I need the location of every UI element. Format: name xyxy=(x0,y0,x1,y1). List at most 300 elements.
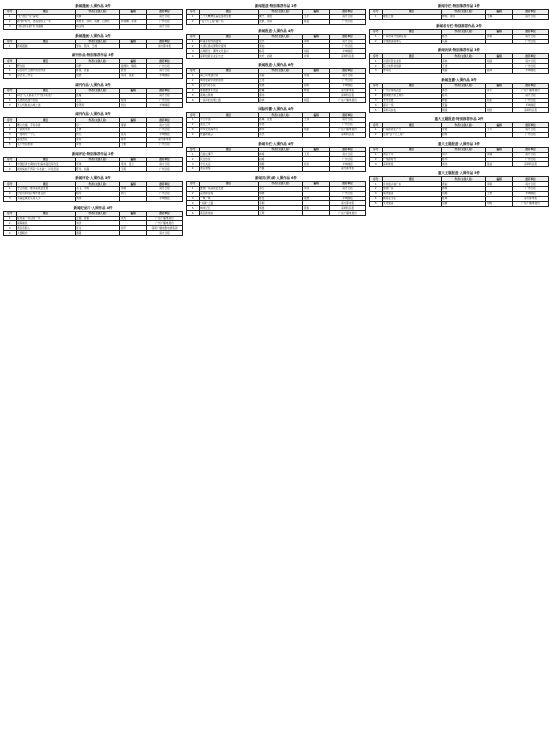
table-cell: 广州日报 xyxy=(513,187,549,192)
table-cell: 5 xyxy=(370,108,383,113)
column-header: 题目 xyxy=(382,83,441,88)
table-cell: 龙舟竞渡 xyxy=(382,98,441,103)
table-cell: 南方都市报 xyxy=(513,196,549,201)
table-cell: 3 xyxy=(4,24,17,29)
table-cell: 6 xyxy=(187,211,200,216)
column-header: 题目 xyxy=(382,10,441,15)
table-cell: 赵雪 xyxy=(120,69,147,74)
table-cell: 朱轩、赵敏 xyxy=(258,54,303,59)
column-header: 作者(主创人员) xyxy=(75,211,120,216)
table-cell: 对话民营企业家 xyxy=(382,59,441,64)
award-block xyxy=(369,141,549,168)
table-cell: 杨宝峰 xyxy=(75,24,120,29)
column-header: 序号 xyxy=(370,29,383,34)
table-cell: 羊城晚报 xyxy=(147,132,183,137)
table-cell: 野生榕 xyxy=(16,64,75,69)
table-cell: 2 xyxy=(370,132,383,137)
award-block xyxy=(369,77,549,113)
table-row xyxy=(4,73,183,78)
column-header: 编辑 xyxy=(303,147,330,152)
table-cell: 广州日报 xyxy=(147,128,183,133)
table-row xyxy=(370,132,549,137)
table-cell: 4 xyxy=(4,231,17,236)
table-cell: 港珠澳大桥五周年 xyxy=(382,93,441,98)
table-cell: 6 xyxy=(187,98,200,103)
table-cell: 3 xyxy=(4,226,17,231)
table-cell xyxy=(120,231,147,236)
column-header: 序号 xyxy=(4,39,17,44)
column-header: 作者(主创人员) xyxy=(75,39,120,44)
table-row xyxy=(187,132,366,137)
table-cell: 理论之窗 xyxy=(382,14,441,19)
column-header: 作者(主创人员) xyxy=(75,118,120,123)
table-cell: 4 xyxy=(187,54,200,59)
table-cell: 王辉 xyxy=(258,211,303,216)
table-cell: 2 xyxy=(4,98,17,103)
table-cell: 王琳 xyxy=(486,14,513,19)
table-cell: 刘洋 xyxy=(75,221,120,226)
table-cell: 何明 xyxy=(303,83,330,88)
table-cell: 李娜 xyxy=(486,152,513,157)
table-cell: 陈华 xyxy=(120,137,147,142)
table-cell: 广州日报 xyxy=(147,19,183,24)
table-cell: 深圳特区报 xyxy=(513,108,549,113)
table-cell: 周灿 xyxy=(258,44,303,49)
table-cell: 二十大精神在基层落地生根 xyxy=(199,14,258,19)
table-cell: 李刚 xyxy=(120,187,147,192)
column-header: 序号 xyxy=(4,118,17,123)
table-cell: 南方日报 xyxy=(147,24,183,29)
table-row xyxy=(4,167,183,172)
table-cell: 李冰 xyxy=(303,186,330,191)
table-cell: 深圳特区报 xyxy=(330,93,366,98)
table-cell: 陈昊 xyxy=(303,19,330,24)
table-cell: 3 xyxy=(370,191,383,196)
table-cell: 刘畅 xyxy=(258,162,303,167)
column-header: 编辑 xyxy=(486,10,513,15)
table-cell: 制造业当家 xyxy=(382,196,441,201)
column-header: 题目 xyxy=(382,54,441,59)
column-header: 题目 xyxy=(382,123,441,128)
column-header: 推荐单位 xyxy=(147,39,183,44)
table-cell: 何东 xyxy=(486,98,513,103)
table-cell: 南粤古驿道 xyxy=(199,93,258,98)
table-cell: 无人机航拍古城之美 xyxy=(16,103,75,108)
table-cell: 深圳特区报 xyxy=(330,132,366,137)
table-cell: 2 xyxy=(4,19,17,24)
table-cell: 乡村振兴看广东 xyxy=(382,182,441,187)
table-row xyxy=(370,14,549,19)
table-cell: 广东广播电视台 xyxy=(330,211,366,216)
column-header: 作者(主创人员) xyxy=(258,69,303,74)
table-cell: 黄伟 xyxy=(258,93,303,98)
block-title: 新闻报道·入围作品 4件 xyxy=(258,28,294,33)
block-title: 新闻漫画·入围作品 1件 xyxy=(75,33,111,38)
column-header: 编辑 xyxy=(486,147,513,152)
table-cell: 3 xyxy=(4,73,17,78)
table-cell: 冯舒 xyxy=(75,64,120,69)
table-cell: 刘文 xyxy=(120,103,147,108)
award-block xyxy=(186,106,366,137)
table-cell: 李桐 xyxy=(258,201,303,206)
table-cell: 大湾区通关便利化提速 xyxy=(199,44,258,49)
table-cell xyxy=(120,44,147,49)
table-cell: 2 xyxy=(370,64,383,69)
table-cell: 陈亮 xyxy=(441,93,486,98)
table-cell: 4 xyxy=(187,167,200,172)
column-header: 编辑 xyxy=(303,69,330,74)
table-cell: 湾区十年 xyxy=(382,152,441,157)
table-cell: 刘星 xyxy=(303,127,330,132)
table-cell: 何亮 xyxy=(303,162,330,167)
award-table xyxy=(3,117,183,147)
column-header: 推荐单位 xyxy=(513,54,549,59)
table-cell: 聚焦广东高质量发展 xyxy=(199,186,258,191)
table-cell: 一城一味 xyxy=(199,196,258,201)
column-header: 题目 xyxy=(199,181,258,186)
column-header: 编辑 xyxy=(486,29,513,34)
block-title: 新闻报道·特别推荐作品 2件 xyxy=(254,4,298,8)
column-header: 序号 xyxy=(4,211,17,216)
table-cell: 邓杰 xyxy=(258,132,303,137)
table-cell: 广东广播电视台 xyxy=(330,127,366,132)
table-cell: 驻村第一书记的一年 xyxy=(16,216,75,221)
table-cell xyxy=(303,132,330,137)
table-cell: 广州日报 xyxy=(330,122,366,127)
block-title: 国际传播·入围作品 4件 xyxy=(258,107,294,112)
table-cell: 张艳 xyxy=(303,206,330,211)
table-cell: 南方日报 xyxy=(513,14,549,19)
column-header: 题目 xyxy=(16,211,75,216)
table-cell: 1 xyxy=(187,152,200,157)
block-title: 新闻专栏·入围作品 4件 xyxy=(258,141,294,146)
table-cell: 海上风电建设者 xyxy=(199,73,258,78)
column-header: 推荐单位 xyxy=(330,181,366,186)
table-cell: AI让“人人都是天才”成为可能？ xyxy=(16,93,75,98)
column-header: 作者(主创人员) xyxy=(441,83,486,88)
table-cell: 方圆 xyxy=(258,167,303,172)
table-cell: 张文 xyxy=(75,226,120,231)
table-cell: 广州日报 xyxy=(147,98,183,103)
table-cell: 广州日报 xyxy=(147,142,183,147)
column-header: 作者(主创人员) xyxy=(441,10,486,15)
table-cell: 湾区之声 xyxy=(199,122,258,127)
column-header: 题目 xyxy=(16,182,75,187)
table-row xyxy=(187,211,366,216)
column-header: 序号 xyxy=(370,83,383,88)
table-cell: 刘明 xyxy=(486,201,513,206)
column-header: 作者(主创人员) xyxy=(75,59,120,64)
table-cell: 赵峰 xyxy=(258,157,303,162)
award-block xyxy=(3,33,183,50)
table-cell: 南方日报 xyxy=(147,93,183,98)
column-header: 推荐单位 xyxy=(330,147,366,152)
table-cell: 黄强 xyxy=(75,231,120,236)
award-table xyxy=(3,211,183,236)
block-title: 新闻直播·入围作品 5件 xyxy=(441,77,477,82)
column-header: 编辑 xyxy=(486,54,513,59)
column-header: 推荐单位 xyxy=(147,182,183,187)
table-cell: 2 xyxy=(4,191,17,196)
table-cell: 中国经济长期向好的基本面没有改变 xyxy=(16,162,75,167)
table-cell: 李艳 xyxy=(486,34,513,39)
table-cell: 邓红 xyxy=(258,186,303,191)
table-cell: 南方日报 xyxy=(513,59,549,64)
table-cell: 广州日报 xyxy=(513,132,549,137)
table-cell: 王明 xyxy=(120,167,147,172)
award-block xyxy=(3,82,183,109)
award-table xyxy=(186,34,366,59)
table-cell: 梁慧 xyxy=(303,196,330,201)
award-table xyxy=(186,112,366,137)
column-header: 编辑 xyxy=(120,39,147,44)
column-header: 序号 xyxy=(4,10,17,15)
table-cell: 2 xyxy=(370,157,383,162)
table-cell: 张磊 xyxy=(441,103,486,108)
table-cell: 中华文化海外行 xyxy=(199,127,258,132)
table-cell: 陈杰 xyxy=(441,34,486,39)
table-cell: 2 xyxy=(4,167,17,172)
table-cell: 粤港澳青年创业 xyxy=(199,88,258,93)
table-cell: 南方日报 xyxy=(147,14,183,19)
table-row xyxy=(4,24,183,29)
table-cell: 何元 xyxy=(75,132,120,137)
table-cell: 何丽 xyxy=(486,59,513,64)
column-header: 作者(主创人员) xyxy=(258,113,303,118)
table-cell: 梁伟、张兰 xyxy=(120,162,147,167)
table-cell: 2 xyxy=(187,44,200,49)
table-cell: 黄杰 xyxy=(441,88,486,93)
table-cell: 胡晓 xyxy=(258,191,303,196)
table-cell: 从广州到世界 xyxy=(16,142,75,147)
table-cell: 杨伟 xyxy=(120,98,147,103)
award-table xyxy=(369,53,549,74)
table-cell: 廖湘玫、魏艳 xyxy=(120,64,147,69)
column-header: 编辑 xyxy=(486,177,513,182)
column-header: 编辑 xyxy=(120,59,147,64)
table-cell: 南方日报 xyxy=(330,14,366,19)
table-cell: 3 xyxy=(187,196,200,201)
table-cell: 张丽 xyxy=(486,162,513,167)
table-cell: 林丹 xyxy=(258,49,303,54)
column-header: 推荐单位 xyxy=(513,10,549,15)
table-cell: 3 xyxy=(370,162,383,167)
table-cell: 广交会现场直击 xyxy=(382,88,441,93)
table-cell: 吴静 xyxy=(441,201,486,206)
column-header: 编辑 xyxy=(120,88,147,93)
table-cell: 南方日报 xyxy=(513,93,549,98)
table-cell: 何娜 xyxy=(441,191,486,196)
table-cell: 南方日报 xyxy=(513,34,549,39)
table-cell: 讨论该如何让城市更宜居 xyxy=(16,191,75,196)
column-header: 推荐单位 xyxy=(330,34,366,39)
table-row xyxy=(4,196,183,201)
table-cell: 1 xyxy=(370,59,383,64)
table-cell: 海洋强省 xyxy=(382,191,441,196)
award-table xyxy=(3,88,183,109)
table-cell: 陈辉 xyxy=(486,69,513,74)
table-cell: 陈辉 xyxy=(441,196,486,201)
table-cell: 刘伟 xyxy=(75,196,120,201)
table-cell: 1 xyxy=(187,73,200,78)
table-cell: 羊城晚报 xyxy=(330,83,366,88)
table-cell: 2 xyxy=(187,157,200,162)
column-header: 推荐单位 xyxy=(147,211,183,216)
table-cell: 广州日报 xyxy=(147,167,183,172)
table-cell: 王英 xyxy=(303,152,330,157)
column-header: 作者(主创人员) xyxy=(75,182,120,187)
table-cell: 南方日报 xyxy=(513,128,549,133)
column-header: 作者(主创人员) xyxy=(441,147,486,152)
column-header: 编辑 xyxy=(303,10,330,15)
column-header: 推荐单位 xyxy=(147,118,183,123)
table-cell: 李琪 xyxy=(75,162,120,167)
table-cell: 广东广播电视台 xyxy=(147,216,183,221)
table-cell: 南方日报 xyxy=(330,39,366,44)
table-cell: 农业科技小院 xyxy=(199,83,258,88)
table-cell: 周锋 xyxy=(441,108,486,113)
column-header: 序号 xyxy=(187,147,200,152)
table-cell xyxy=(486,39,513,44)
table-cell: 2 xyxy=(187,19,200,24)
table-cell: 羊城晚报 xyxy=(513,69,549,74)
column-right xyxy=(369,3,549,210)
table-cell: 1 xyxy=(4,216,17,221)
award-table xyxy=(369,122,549,138)
table-row xyxy=(4,231,183,236)
table-cell: 李明 xyxy=(303,39,330,44)
table-cell: 4 xyxy=(187,132,200,137)
table-cell: 羊城晚报 xyxy=(330,49,366,54)
table-cell: 南方都市报 xyxy=(330,201,366,206)
column-header: 推荐单位 xyxy=(147,10,183,15)
column-header: 题目 xyxy=(199,34,258,39)
table-cell: 邓飞、方明 xyxy=(75,187,120,192)
table-cell: 南方日报 xyxy=(147,231,183,236)
table-cell: 南方日报 xyxy=(513,182,549,187)
award-table xyxy=(369,83,549,113)
block-title: 新闻名专栏·特别推荐作品 2件 xyxy=(436,23,482,28)
table-cell: 广州日报 xyxy=(513,39,549,44)
column-header: 题目 xyxy=(16,10,75,15)
award-table xyxy=(369,147,549,168)
column-header: 编辑 xyxy=(120,118,147,123)
table-cell: 陈谋、张蕾 xyxy=(75,69,120,74)
table-cell: 陈华 xyxy=(441,157,486,162)
column-header: 编辑 xyxy=(486,83,513,88)
table-cell: 一起向未来 xyxy=(16,128,75,133)
table-cell: 新“耕”时代，登高望远又一年 xyxy=(16,19,75,24)
table-cell: 李晨 xyxy=(441,128,486,133)
column-header: 编辑 xyxy=(120,10,147,15)
table-cell: 一座城与一个人 xyxy=(16,132,75,137)
table-cell: 深圳特区报 xyxy=(330,54,366,59)
table-cell: 南方日报 xyxy=(330,186,366,191)
column-header: 推荐单位 xyxy=(513,147,549,152)
table-cell: 1 xyxy=(187,14,200,19)
table-cell: 何平 xyxy=(120,226,147,231)
column-header: 序号 xyxy=(187,34,200,39)
table-cell: 黄丽 xyxy=(441,182,486,187)
table-cell: 南方日报 xyxy=(330,152,366,157)
table-cell: 写在时代行旅中的创作者 xyxy=(16,69,75,74)
table-cell: 4 xyxy=(370,103,383,108)
table-cell: 东北有三件宝 xyxy=(16,73,75,78)
column-header: 题目 xyxy=(199,69,258,74)
table-cell xyxy=(120,24,147,29)
table-cell: 胡蓝 xyxy=(303,98,330,103)
table-cell: 1 xyxy=(4,187,17,192)
table-cell: 5 xyxy=(187,206,200,211)
table-cell: 丝路新篇章 xyxy=(199,132,258,137)
block-title: 重大主题报道·特别推荐作品 2件 xyxy=(434,117,484,122)
column-header: 序号 xyxy=(370,54,383,59)
table-cell: 谈判桌前不再有“口水战”，评论员说 xyxy=(16,167,75,172)
table-cell: 南方日报 xyxy=(330,118,366,123)
table-cell: 南方日报 xyxy=(147,69,183,74)
table-cell: 1 xyxy=(370,182,383,187)
table-cell xyxy=(486,132,513,137)
table-cell: 青年说 xyxy=(382,69,441,74)
table-cell: 广州日报 xyxy=(147,191,183,196)
table-cell: 守正创新，推动高质量发展 xyxy=(16,187,75,192)
table-cell: 3 xyxy=(187,162,200,167)
award-table xyxy=(369,9,549,20)
table-cell: 南方都市报 xyxy=(330,167,366,172)
table-cell: 4 xyxy=(187,201,200,206)
column-header: 序号 xyxy=(370,123,383,128)
award-block xyxy=(369,116,549,138)
column-left xyxy=(3,3,183,239)
table-cell: 深圳速度 xyxy=(382,162,441,167)
column-header: 推荐单位 xyxy=(330,10,366,15)
table-cell: 南方日报 xyxy=(147,162,183,167)
table-cell: 孙林 xyxy=(258,98,303,103)
award-block xyxy=(3,205,183,236)
column-header: 序号 xyxy=(370,177,383,182)
table-cell: 2 xyxy=(187,122,200,127)
table-cell: 广州日报 xyxy=(513,98,549,103)
table-cell: 邹东 xyxy=(75,137,120,142)
table-row xyxy=(370,69,549,74)
table-cell: 2 xyxy=(370,93,383,98)
column-header: 作者(主创人员) xyxy=(441,177,486,182)
table-cell: 邓林 xyxy=(441,59,486,64)
column-header: 题目 xyxy=(16,88,75,93)
table-cell: 张亮 xyxy=(120,132,147,137)
table-cell: 深圳广播电影电视集团 xyxy=(147,226,183,231)
table-cell: 广州日报 xyxy=(330,19,366,24)
table-cell xyxy=(120,196,147,201)
table-cell: 广州日报 xyxy=(330,191,366,196)
table-cell: 广州日报 xyxy=(330,44,366,49)
table-cell: 王帆 xyxy=(120,142,147,147)
award-block xyxy=(186,141,366,172)
award-block xyxy=(186,175,366,216)
column-header: 题目 xyxy=(16,157,75,162)
table-cell: 李雪 xyxy=(75,142,120,147)
column-header: 作者(主创人员) xyxy=(258,147,303,152)
table-cell: 1 xyxy=(187,39,200,44)
table-cell: 3 xyxy=(187,127,200,132)
table-cell: 钟华 xyxy=(258,127,303,132)
table-cell: 王刚、陈蕾 xyxy=(75,216,120,221)
award-block xyxy=(3,111,183,147)
award-block xyxy=(369,170,549,206)
award-table xyxy=(369,176,549,206)
column-header: 序号 xyxy=(187,69,200,74)
column-header: 编辑 xyxy=(486,123,513,128)
